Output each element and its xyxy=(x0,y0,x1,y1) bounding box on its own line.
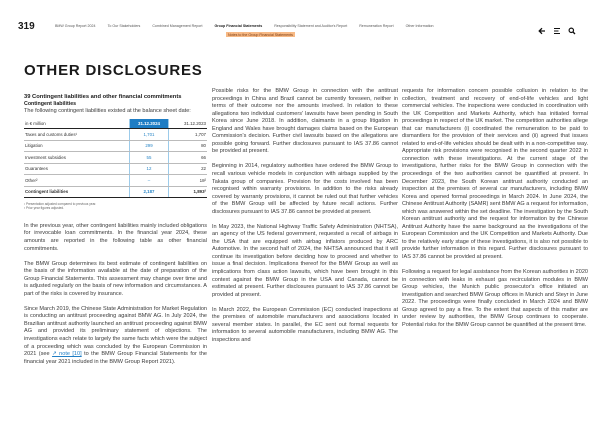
row-current-value: 1,701 xyxy=(130,129,169,141)
subnav-notes-link[interactable]: Notes to the Group Financial Statements xyxy=(228,32,293,37)
row-label: Other² xyxy=(24,175,130,187)
row-current-value: 55 xyxy=(130,152,169,164)
row-label: Investment subsidies xyxy=(24,152,130,164)
row-prior-value: 80 xyxy=(169,140,208,152)
row-current-value: – xyxy=(130,175,169,187)
footnote-1: ¹ Presentation adjusted compared to previous year. xyxy=(24,202,97,207)
paragraph: requests for information concern possible collusion in relation to the collection, treatment and recovery of end-of-life vehicles and light commercial vehicles. The inspections were conducted in coordination with the UK Competition and Markets Authority, which has initiated formal proceedings in respect of the UK market. The competition authorities allege that car manufacturers (i) coordinated the remuneration to be paid to dismantlers for the provision of their services and (ii) agreed that issues related to end-of-life vehicles should be dealt with in a non-competitive way. Appropriate risk provisions were recognised in the second quarter 2022 in connection with these investigations. At the current stage of the investigations, further risks for the BMW Group in connection with the proceedings of the two authorities cannot be quantified at present. In December 2023, the South Korean antitrust authority conducted an inspection at the premises of several car manufacturers, including BMW Korea and opened formal proceedings in March 2024. In June 2024, the Chinese Antitrust Authority (SAMR) sent BMW AG a request for information, which was answered within the set deadline. The investigation by the South Korean antitrust authority and the request for information by the Chinese Antitrust Authority have the same background as the investigations of the European Commission and the UK Competition and Markets Authority. Due to the relatively early stage of these investigations, it is also not possible to provide further information in this regard. Further disclosures pursuant to IAS 37.86 cannot be provided at present. xyxy=(402,88,588,261)
paragraph: In May 2023, the National Highway Traffic Safety Administration (NHTSA), an agency of the US federal government, requested a recall of airbags in the USA that are equipped with airbag inflators produced by ARC Automotive. In the second half of 2024, the NHTSA announced that it will continue its investigation before deciding how to proceed and whether to issue a final decision. Implications thereof for the BMW Group as well as implications from class action lawsuits, which have been brought in this context against the BMW Group in the USA and Canada, cannot be estimated at present. Further disclosures pursuant to IAS 37.86 cannot be provided at present. xyxy=(212,223,398,298)
row-prior-value: 1,707 xyxy=(169,129,208,141)
paragraph: Following a request for legal assistance from the Korean authorities in 2020 in connection with leaks in exhaust gas recirculation modules in BMW Group vehicles, the Munich public prosecutor's office initiated an investigation and searched BMW Group offices in Munich and Steyr in June 2022. The proceedings were finally concluded in March 2024 and BMW Group agreed to pay a fine. To the extent that aspects of this matter are under review by authorities, the BMW Group continues to cooperate. Potential risks for the BMW Group cannot be quantified at the present time. xyxy=(402,269,588,328)
nav-item-stakeholders[interactable]: To Our Stakeholders xyxy=(107,24,141,28)
row-label: Guarantees xyxy=(24,163,130,175)
total-label: Contingent liabilities xyxy=(24,186,130,198)
nav-item-other-information[interactable]: Other Information xyxy=(405,24,434,28)
row-prior-value: 18² xyxy=(169,175,208,187)
header-unit: in € million xyxy=(24,119,130,129)
page-title: OTHER DISCLOSURES xyxy=(24,62,203,79)
table-total-row xyxy=(24,186,207,198)
paragraph: In the previous year, other contingent liabilities mainly included obligations for irrevocable loan commitments. In the financial year 2024, these amounts are reported in the following table as other financial commitments. xyxy=(24,222,207,252)
row-label: Litigation xyxy=(24,140,130,152)
column-3 xyxy=(402,88,588,337)
top-navigation-bar xyxy=(0,0,600,40)
row-prior-value: 22 xyxy=(169,163,208,175)
column-2 xyxy=(212,88,398,352)
table-row xyxy=(24,129,207,141)
intro-paragraph: The following contingent liabilities existed at the balance sheet date: xyxy=(24,107,191,114)
row-current-value: 299 xyxy=(130,140,169,152)
table-row xyxy=(24,140,207,152)
section-heading: 39 Contingent liabilities and other financial commitments xyxy=(24,94,182,100)
subsection-heading: Contingent liabilities xyxy=(24,101,77,107)
nav-item-management-report[interactable]: Combined Management Report xyxy=(152,24,203,28)
paragraph: In March 2022, the European Commission (EC) conducted inspections at the premises of automobile manufacturers and associations located in several member states. In parallel, the EC sent out formal requests for information to several automobile manufacturers, including BMW AG. The inspections and xyxy=(212,306,398,343)
table-row xyxy=(24,163,207,175)
row-label: Taxes and customs duties¹ xyxy=(24,129,130,141)
paragraph-text: to the BMW Group Financial Statements for the financial year 2021 included in the BMW Group Report 2021). xyxy=(24,351,208,365)
row-prior-value: 66 xyxy=(169,152,208,164)
total-current-value: 2,187 xyxy=(130,186,169,198)
header-prior-year: 31.12.2023 xyxy=(169,119,208,129)
nav-item-group-report[interactable]: BMW Group Report 2024 xyxy=(55,24,96,28)
table-row xyxy=(24,175,207,187)
table-footnotes xyxy=(24,202,207,211)
contingent-liabilities-table xyxy=(24,119,207,198)
nav-item-remuneration-report[interactable]: Remuneration Report xyxy=(359,24,394,28)
note-10-link[interactable]: ↗ note [10] xyxy=(52,351,82,358)
paragraph xyxy=(24,306,207,366)
search-icon[interactable] xyxy=(568,22,576,30)
breadcrumb-nav xyxy=(55,24,446,28)
nav-item-responsibility-statement[interactable]: Responsibility Statement and Auditor's Report xyxy=(274,24,348,28)
menu-icon[interactable] xyxy=(553,22,561,30)
page-number: 319 xyxy=(18,21,35,32)
paragraph: The BMW Group determines its best estimate of contingent liabilities on the basis of the information available at the date of preparation of the Group Financial Statements. This assessment may change over time and is adjusted regularly on the basis of new information and circumstances. A part of the risks is covered by insurance. xyxy=(24,260,207,297)
paragraph-text: Since March 2019, the Chinese State Administration for Market Regulation is conducting an antitrust proceeding against BMW AG. In July 2024, the Brazilian antitrust authority launched an antitrust proceeding against BMW AG and provided its preliminary statement of objections. The investigations each relate to largely the same facts which were the subject of a proceeding which was concluded by the European Commission in 2021 (see xyxy=(24,305,207,358)
row-current-value: 12 xyxy=(130,163,169,175)
total-prior-value: 1,893² xyxy=(169,186,208,198)
table-row xyxy=(24,152,207,164)
table-header-row xyxy=(24,119,207,129)
footnote-2: ² Prior year figures adjusted. xyxy=(24,206,65,211)
back-arrow-icon[interactable] xyxy=(538,22,546,30)
header-current-year: 31.12.2024 xyxy=(130,119,169,129)
nav-item-financial-statements[interactable]: Group Financial Statements xyxy=(214,24,263,28)
paragraph: Possible risks for the BMW Group in connection with the antitrust proceedings in China and Brazil cannot be currently foreseen, neither in terms of their outcome nor the amounts involved. In relation to these allegations two individual customers' lawsuits have been pending in South Korea since June 2018. In addition, claimants in a group litigation in England and Wales have brought damages claims based on the European Commission's decision. Further civil lawsuits based on the allegations are possible going forward. Further disclosures pursuant to IAS 37.86 cannot be provided at present. xyxy=(212,88,398,155)
toolbar-icons xyxy=(538,22,576,30)
column-1 xyxy=(24,94,207,374)
paragraph: Beginning in 2014, regulatory authorities have ordered the BMW Group to recall various vehicle models in conjunction with airbags supplied by the Takata group of companies. Provision for the costs involved has been recognised within warranty provisions. In addition to the risks already covered by warranty provisions, it cannot be ruled out that further vehicles of the BMW Group will be affected by future recall actions. Further disclosures pursuant to IAS 37.86 cannot be provided at present. xyxy=(212,163,398,215)
